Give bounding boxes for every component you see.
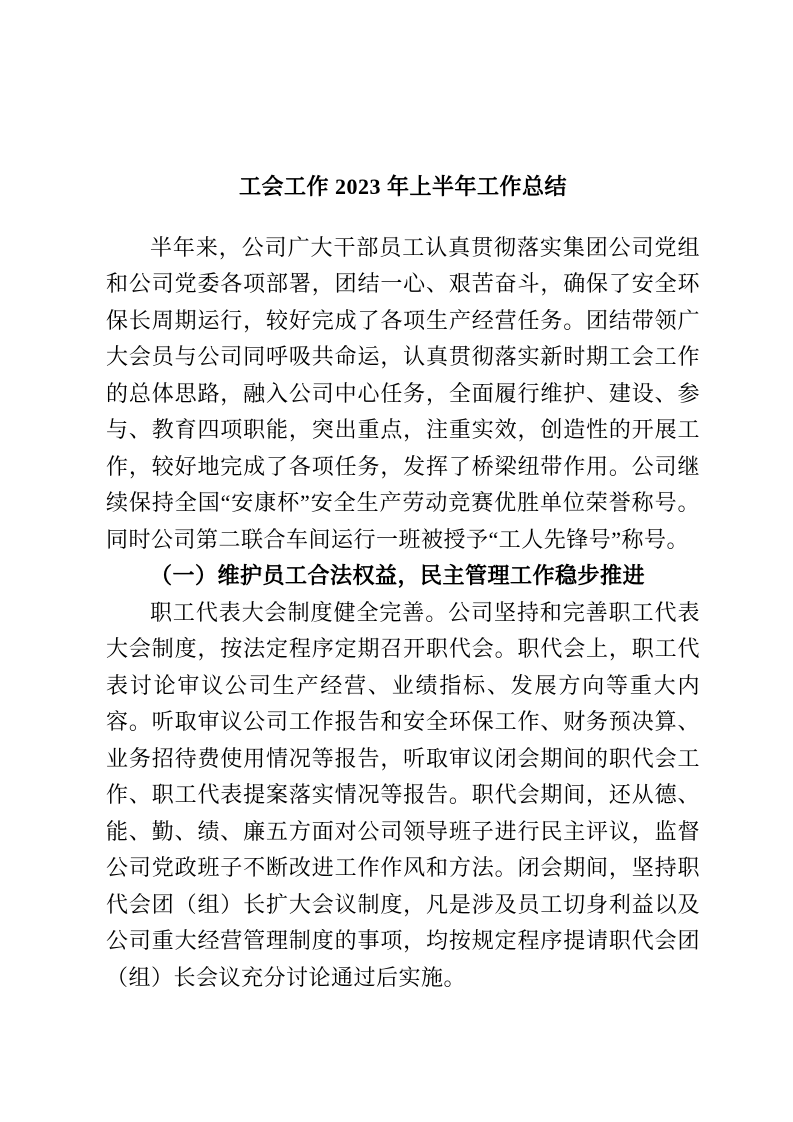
paragraph-section-1-body: 职工代表大会制度健全完善。公司坚持和完善职工代表大会制度，按法定程序定期召开职代会。职代会上，职工代表讨论审议公司生产经营、业绩指标、发展方向等重大内容。听取审议公司工作报告和安全环保工作、财务预决算、业务招待费使用情况等报告，听取审议闭会期间的职代会工作、职工代表提案落实情况等报告。职代会期间，还从德、能、勤、绩、廉五方面对公司领导班子进行民主评议，监督公司党政班子不断改进工作作风和方法。闭会期间，坚持职代会团（组）长扩大会议制度，凡是涉及员工切身利益以及公司重大经营管理制度的事项，均按规定程序提请职代会团（组）长会议充分讨论通过后实施。 <box>106 599 700 990</box>
document-title: 工会工作 2023 年上半年工作总结 <box>238 174 567 199</box>
paragraph-intro: 半年来，公司广大干部员工认真贯彻落实集团公司党组和公司党委各项部署，团结一心、艰苦奋斗，确保了安全环保长周期运行，较好完成了各项生产经营任务。团结带领广大会员与公司同呼吸共命运，认真贯彻落实新时期工会工作的总体思路，融入公司中心任务，全面履行维护、建设、参与、教育四项职能，突出重点，注重实效，创造性的开展工作，较好地完成了各项任务，发挥了桥梁纽带作用。公司继续保持全国“安康杯”安全生产劳动竞赛优胜单位荣誉称号。同时公司第二联合车间运行一班被授予“工人先锋号”称号。 <box>106 234 700 552</box>
section-heading-1: （一）维护员工合法权益，民主管理工作稳步推进 <box>150 563 646 588</box>
